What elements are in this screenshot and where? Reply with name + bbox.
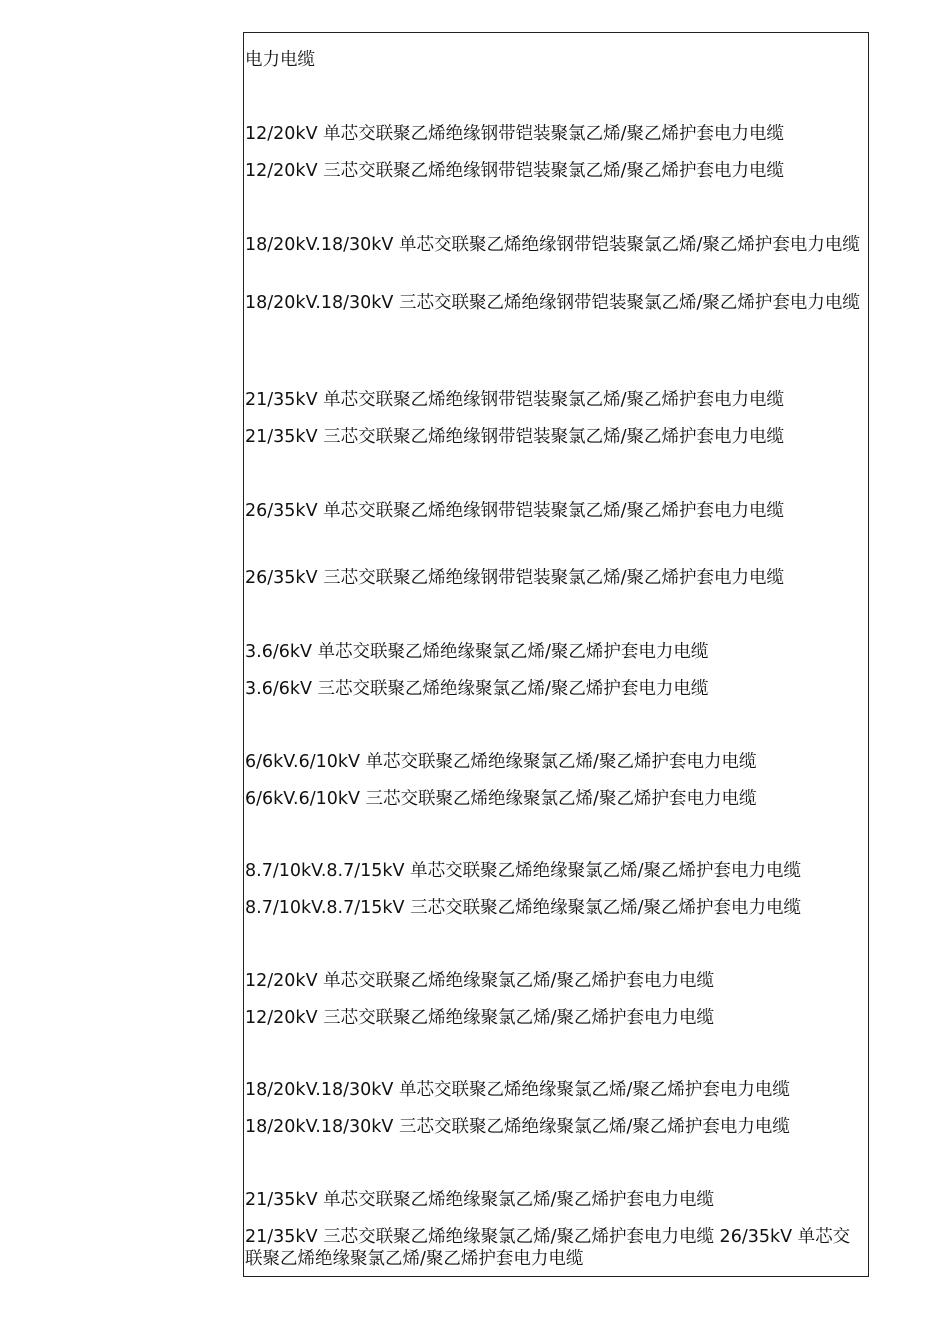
doc-line: 12/20kV 三芯交联聚乙烯绝缘聚氯乙烯/聚乙烯护套电力电缆 <box>245 1008 714 1028</box>
doc-line: 26/35kV 三芯交联聚乙烯绝缘钢带铠装聚氯乙烯/聚乙烯护套电力电缆 <box>245 568 784 588</box>
document-box <box>243 32 869 1277</box>
doc-line: 3.6/6kV 三芯交联聚乙烯绝缘聚氯乙烯/聚乙烯护套电力电缆 <box>245 679 709 699</box>
doc-line: 18/20kV.18/30kV 三芯交联聚乙烯绝缘钢带铠装聚氯乙烯/聚乙烯护套电力电缆 <box>245 293 860 313</box>
doc-line: 12/20kV 单芯交联聚乙烯绝缘聚氯乙烯/聚乙烯护套电力电缆 <box>245 971 714 991</box>
doc-line: 电力电缆 <box>245 50 315 70</box>
doc-line: 21/35kV 单芯交联聚乙烯绝缘聚氯乙烯/聚乙烯护套电力电缆 <box>245 1190 714 1210</box>
doc-line: 21/35kV 三芯交联聚乙烯绝缘聚氯乙烯/聚乙烯护套电力电缆 26/35kV 单芯交联聚乙烯绝缘聚氯乙烯/聚乙烯护套电力电缆 <box>245 1227 851 1269</box>
doc-line: 21/35kV 三芯交联聚乙烯绝缘钢带铠装聚氯乙烯/聚乙烯护套电力电缆 <box>245 427 784 447</box>
doc-line: 18/20kV.18/30kV 三芯交联聚乙烯绝缘聚氯乙烯/聚乙烯护套电力电缆 <box>245 1117 790 1137</box>
doc-line: 21/35kV 单芯交联聚乙烯绝缘钢带铠装聚氯乙烯/聚乙烯护套电力电缆 <box>245 390 784 410</box>
doc-line: 18/20kV.18/30kV 单芯交联聚乙烯绝缘聚氯乙烯/聚乙烯护套电力电缆 <box>245 1080 790 1100</box>
doc-line: 18/20kV.18/30kV 单芯交联聚乙烯绝缘钢带铠装聚氯乙烯/聚乙烯护套电力电缆 <box>245 235 860 255</box>
doc-line: 3.6/6kV 单芯交联聚乙烯绝缘聚氯乙烯/聚乙烯护套电力电缆 <box>245 642 709 662</box>
doc-line: 6/6kV.6/10kV 三芯交联聚乙烯绝缘聚氯乙烯/聚乙烯护套电力电缆 <box>245 789 757 809</box>
doc-line: 12/20kV 单芯交联聚乙烯绝缘钢带铠装聚氯乙烯/聚乙烯护套电力电缆 <box>245 124 784 144</box>
doc-line: 6/6kV.6/10kV 单芯交联聚乙烯绝缘聚氯乙烯/聚乙烯护套电力电缆 <box>245 752 757 772</box>
doc-line: 26/35kV 单芯交联聚乙烯绝缘钢带铠装聚氯乙烯/聚乙烯护套电力电缆 <box>245 501 784 521</box>
doc-line: 8.7/10kV.8.7/15kV 单芯交联聚乙烯绝缘聚氯乙烯/聚乙烯护套电力电缆 <box>245 861 801 881</box>
doc-line: 12/20kV 三芯交联聚乙烯绝缘钢带铠装聚氯乙烯/聚乙烯护套电力电缆 <box>245 161 784 181</box>
doc-line: 8.7/10kV.8.7/15kV 三芯交联聚乙烯绝缘聚氯乙烯/聚乙烯护套电力电缆 <box>245 898 801 918</box>
